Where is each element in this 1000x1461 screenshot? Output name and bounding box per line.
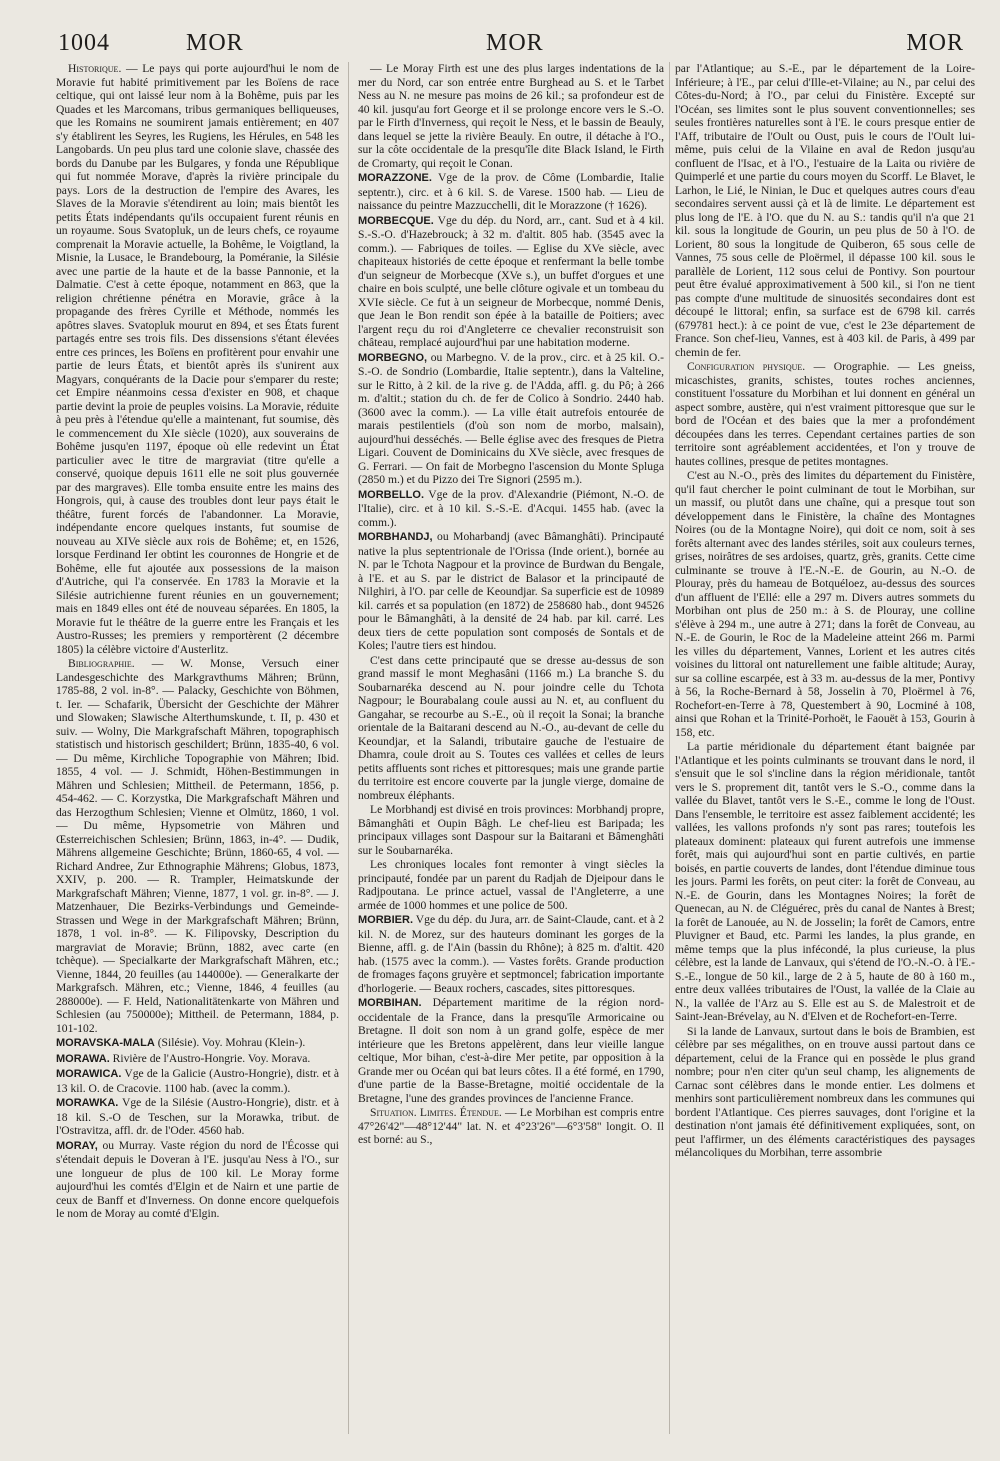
entry-text: Vge de la Galicie (Austro-Hongrie), distr. et à 13 kil. O. de Cracovie. 1100 hab. (avec la comm.). <box>56 1067 339 1095</box>
megaliths-paragraph: Si la lande de Lanvaux, surtout dans le bois de Brambien, est célèbre par ses mégalithes, on en trouve aussi partout dans ce département, celui de la France qui en possède le plus grand nombre; pour n'en citer qu'un seul champ, les alignements de Carnac sont célèbres dans le monde entier. Les dolmens et menhirs sont particulièrement nombreux dans les communes qui bordent l'Atlantique. Ces pierres sauvages, dont l'origine et la destination n'ont jamais été définitivement expliquées, sont, on peut l'affirmer, un des éléments caractéristiques des paysages mélancoliques du Morbihan, terre assombrie <box>675 1024 975 1159</box>
headword: MORAVSKA-MALA <box>56 1037 155 1049</box>
entry-text: ou Marbegno. V. de la prov., circ. et à 25 kil. O.-S.-O. de Sondrio (Lombardie, Italie septentr.), dans la Valteline, sur le Ritto, à 2 kil. de la rive g. de l'Adda, affl. g. du Pô; à 266 m. d'altit.; station du ch. de fer de Colico à Sondrio. 2440 hab. (3600 avec la comm.). — La ville était autrefois entourée de marais pestilentiels (d'où son nom de morbo, malsain), aujourd'hui desséchés. — Belle église avec des fresques de Pietra Ligari. Couvent de Dominicains du XVe siècle, avec fresques de G. Ferrari. — On fait de Morbegno l'ascension du Monte Spluga (2850 m.) et du Pizzo dei Tre Signori (2595 m.). <box>358 350 664 486</box>
entry-moravska-mala <box>56 1036 339 1051</box>
headword: MORAWA. <box>56 1052 110 1065</box>
entry-morbello <box>358 488 664 530</box>
entry-morazzone <box>358 171 664 213</box>
orography-paragraph: C'est au N.-O., près des limites du département du Finistère, qu'il faut chercher le point culminant de tout le Morbihan, sur un massif, ou plutôt dans une chaîne, qui a presque tout son développement dans le Finistère, la chaîne des Montagnes Noires (ou de la Montagne Noire), qui doit ce nom, soit à ses forêts alternant avec des landes stériles, soit aux couleurs ternes, grises, noirâtres de ses ardoises, quartz, grès, granits. Cette cime culminante se trouve à l'E.-N.-E. de Gourin, au N.-O. de Plouray, près du hameau de Botquéloez, au-dessus des sources d'un affluent de l'Ellé: elle a 297 m. Divers autres sommets du Morbihan ont plus de 250 m.: à S. de Plouray, une colline s'élève à 294 m., une autre à 271; dans la forêt de Conveau, au N.-E. de Gourin, le Roc de la Madeleine atteint 266 m. Parmi les villes du département, Vannes, Lorient et les autres cités voisines du littoral ont naturellement une faible altitude; Auray, sur sa colline escarpée, est à 33 m. au-dessus de la mer, Pontivy à 56, la Roche-Bernard à 58, Josselin à 70, Ploërmel à 76, Rochefort-en-Terre à 78, Questembert à 90, Locminé à 108, ainsi que Rohan et la Trinité-Porhoët, le Faouët à 153, Gourin à 158, etc. <box>675 469 975 739</box>
entry-morawa <box>56 1052 339 1067</box>
section-label: Bibliographie. <box>68 657 135 670</box>
entry-text: ou Moharbandj (avec Bâmanghâti). Principauté native la plus septentrionale de l'Orissa (Inde orient.), bornée au N. par le Tchota Nagpour et la province de Burdwan du Bengale, à l'E. et au S. par le district de Balasor et la principauté de Nilghiri, à l'O. par celle de Keoundjar. Sa superficie est de 10989 kil. carrés et sa population (en 1872) de 258680 hab., dont 94526 pour le Bâmanghâti, à la densité de 24 hab. par kil. carré. Les deux tiers de cette population sont composés de Sontals et de Koles; l'autre tiers est hindou. <box>358 530 664 652</box>
configuration-paragraph <box>675 360 975 468</box>
running-head-right: MOR <box>906 30 964 56</box>
headword: MORBECQUE. <box>358 214 434 227</box>
entry-text: Vge de la prov. de Côme (Lombardie, Italie septentr.), circ. et à 6 kil. S. de Varese. 1500 hab. — Lieu de naissance du peintre Mazzucchelli, dit le Morazzone († 1626). <box>358 171 664 212</box>
headword: MORAWKA. <box>56 1097 119 1109</box>
entry-morbihan <box>358 996 664 1105</box>
entry-text: Vge du dép. du Jura, arr. de Saint-Claude, cant. et à 2 kil. N. de Morez, sur des hauteurs dominant les gorges de la Bienne, affl. g. de l'Ain (bassin du Rhône); à 825 m. d'altit. 420 hab. (1575 avec la comm.). — Vastes forêts. Grande production de fromages façons gruyère et septmoncel; fabrication importante d'horlogerie. — Beaux rochers, cascades, sites pittoresques. <box>358 913 664 995</box>
bibliography-paragraph <box>56 657 339 1035</box>
entry-text: Département maritime de la région nord-occidentale de la France, dans la presqu'île Armoricaine ou Bretagne. Il doit son nom à un grand golfe, espèce de mer intérieure que les Bretons appelèrent, dans leur vieille langue celtique, Mor bihan, c'est-à-dire Mer petite, par opposition à la Grande mer ou Océan qui bat leurs côtes. Il a été formé, en 1790, d'une partie de la Basse-Bretagne, moitié occidentale de la Bretagne, l'une des grandes provinces de l'ancienne France. <box>358 996 664 1105</box>
relief-paragraph: La partie méridionale du département étant baignée par l'Atlantique et les points culminants se trouvant dans le nord, il s'ensuit que le sol s'incline dans la région méridionale, tantôt vers le S. proprement dit, tantôt vers le S.-O., comme dans la vallée du Blavet, tantôt vers le S.-E., comme le long de l'Oust. Dans l'ensemble, le territoire est assez faiblement accidenté; les vallées, les vallons profonds n'y sont pas rares; toutefois les plateaux dominent: plateaux qui furent autrefois une immense forêt, mais qui aujourd'hui sont en partie cultivés, en partie boisés, en partie couverts de landes, dont l'étendue diminue tous les jours. Parmi les forêts, on peut citer: la forêt de Conveau, au N.-E. de Gourin, dans les Montagnes Noires; la forêt de Quenecan, au N. de Cléguérec, près du canal de Nantes à Brest; la forêt de Lanouée, au N. de Josselin; la forêt de Camors, entre Pluvigner et Baud, etc. Parmi les landes, la plus grande, en même temps que la plus infécondé, la plus curieuse, la plus célèbre, est la lande de Lanvaux, qui s'étend de l'O.-N.-O. à l'E.-S.-E., longue de 50 kil., large de 2 à 5, haute de 80 à 160 m., entre deux vallées tributaires de l'Oust, la vallée de la Claie au N., la vallée de l'Arz au S. Elle est au S. de Malestroit et de Saint-Jean-Brévelay, au N. d'Elven et de Rochefort-en-Terre. <box>675 740 975 1023</box>
headword: MORBHANDJ, <box>358 531 433 543</box>
entry-morawka <box>56 1096 339 1138</box>
section-label: Situation. Limites. Étendue. <box>370 1106 502 1119</box>
running-head-left: MOR <box>186 30 244 56</box>
page-number: 1004 <box>58 30 110 56</box>
headword: MORAY, <box>56 1139 98 1152</box>
section-label: Configuration physique. <box>687 360 806 373</box>
entry-morbegno <box>358 351 664 487</box>
column-center <box>358 62 664 1434</box>
paragraph-text: — Le Morbihan est compris entre 47°26'42"—48°12'44" lat. N. et 4°23'26"—6°3'58" longit. O. Il est borné: au S., <box>358 1106 664 1146</box>
entry-text: Vge du dép. du Nord, arr., cant. Sud et à 4 kil. S.-S.-O. d'Hazebrouck; à 32 m. d'altit. 805 hab. (3545 avec la comm.). — Fabriques de toiles. — Eglise du XVe siècle, avec chapiteaux historiés de cette époque et renfermant la belle tombe d'un seigneur de Morbecque (XVe s.), un buffet d'orgues et une chaire en bois sculpté, une belle clôture ogivale et un tombeau du XVIe siècle. Ce fut à un seigneur de Morbecque, nommé Denis, que Jean le Bon rendit son épée à la bataille de Poitiers; avec l'argent reçu du roi d'Angleterre ce chevalier reconstruisit son château, remplacé aujourd'hui par une habitation moderne. <box>358 213 664 349</box>
entry-text: Rivière de l'Austro-Hongrie. Voy. Morava. <box>109 1051 311 1065</box>
column-left <box>56 62 339 1434</box>
section-label: Historique. <box>68 62 122 75</box>
entry-moray <box>56 1139 339 1221</box>
entry-morbecque <box>358 214 664 350</box>
paragraph-text: — Orographie. — Les gneiss, micaschistes, granits, schistes, toutes roches anciennes, constituent l'ossature du Morbihan et lui donnent en général un aspect sombre, austère, qui n'est vraiment pittoresque que sur le bord de l'Océan et des baies que la mer a profondément découpées dans les terres. Cependant certaines parties de son territoire sont agréablement accidentées, et l'on y trouve de hautes collines, presque de petites montagnes. <box>675 360 975 468</box>
column-right <box>675 62 975 1434</box>
paragraph-text: — W. Monse, Versuch einer Landesgeschichte des Markgravthums Mähren; Brünn, 1785-88, 2 vol. in-8°. — Palacky, Geschichte von Böhmen, t. Ier. — Schafarik, Übersicht der Geschichte der Mährer und Slowaken; Slawische Alterthumskunde, t. II, p. 430 et suiv. — Wolny, Die Markgrafschaft Mähren, topographisch statistisch und historisch geschildert; Brünn, 1835-40, 6 vol. — Du même, Kirchliche Topographie von Mähren; Ibid. 1855, 4 vol. — J. Schmidt, Höhen-Bestimmungen in Mähren und Schlesien; Mittheil. de Petermann, 1856, p. 454-462. — C. Korzystka, Die Markgrafschaft Mähren und das Herzogthum Schlesien; Vienne et Olmütz, 1860, 1 vol. — Du même, Hypsometrie von Mähren und Œsterreichischen Schlesien; Brünn, 1863, in-4°. — Dudik, Mährens allgemeine Geschichte; Brünn, 1860-65, 4 vol. — Richard Andree, Zur Ethnographie Mährens; Globus, 1873, XXIV, p. 200. — R. Trampler, Heimatskunde der Markgrafschaft Mähren; Vienne, 1877, 1 vol. gr. in-8°. — J. Matzenhauer, Die Bezirks-Verbindungs und Gemeinde-Strassen und Wege in der Markgrafschaft Mähren; Brünn, 1878, 1 vol. in-8°. — K. Filipovsky, Description du margraviat de Moravie; Brünn, 1882, avec carte (en tchèque). — Specialkarte der Markgrafschaft Mähren, etc.; Vienne, 1844, 20 feuilles (au 144000e). — Generalkarte der Markgrafsch. Mähren, etc.; Vienne, 1846, 4 feuilles (au 288000e). — F. Held, Nationalitätenkarte von Mähren und Schlesien (au 750000e); Mittheil. de Petermann, 1884, p. 101-102. <box>56 657 339 1035</box>
entry-morbhandj <box>358 530 664 653</box>
entry-morawica <box>56 1067 339 1095</box>
headword: MORBIER. <box>358 914 413 926</box>
column-rule <box>669 62 670 1434</box>
entry-text: Vge de la prov. d'Alexandrie (Piémont, N.-O. de l'Italie), circ. et à 10 kil. S.-S.-E. d'Acqui. 1455 hab. (avec la comm.). <box>358 487 664 529</box>
morbhandj-history-paragraph: Les chroniques locales font remonter à vingt siècles la principauté, fondée par un parent du Radjah de Djeipour dans le Radjpoutana. Le prince actuel, vassal de l'Angleterre, a une armée de 1000 hommes et une police de 500. <box>358 858 664 912</box>
running-head-center: MOR <box>486 30 544 56</box>
history-paragraph <box>56 62 339 656</box>
entry-text: ou Murray. Vaste région du nord de l'Écosse qui s'étendait depuis le Doveran à l'E. jusqu'au Ness à l'O., sur une longueur de plus de 100 kil. Le Moray forme aujourd'hui les comtés d'Elgin et de Nairn et une partie de ceux de Banff et d'Inverness. On donne encore quelquefois le nom de Moray au comté d'Elgin. <box>56 1138 339 1220</box>
entry-text: Vge de la Silésie (Austro-Hongrie), distr. et à 18 kil. S.-O de Teschen, sur la Morawka, tribut. de l'Ostravitza, affl. dr. de l'Oder. 4560 hab. <box>56 1096 339 1137</box>
headword: MORBIHAN. <box>358 997 422 1009</box>
headword: MORBEGNO, <box>358 351 428 364</box>
headword: MORBELLO. <box>358 488 424 501</box>
paragraph-text: — Le pays qui porte aujourd'hui le nom de Moravie fut habité primitivement par les Boïens de race celtique, qui ont laissé leur nom à la Bohême, puis par les Quades et les Marcomans, tribus germaniques belliqueuses, que les Romains ne soumirent jamais entièrement; en 407 s'y établirent les Seyres, les Rugiens, les Hérules, en 548 les Langobards. Un peu plus tard une colonie slave, chassée des bords du Danube par les Bulgares, y fonda une République qui fut nommée Morave, d'après la rivière principale du pays. Lors de la destruction de l'empire des Avares, les Slaves de la Moravie s'étendirent au loin; mais bientôt les petits États indépendants qu'ils occupaient furent réunis en un royaume. Sous Svatopluk, un de leurs chefs, ce royaume comprenait la Moravie actuelle, la Bohême, le Voigtland, la Misnie, la Lusace, le Brandebourg, la Poméranie, la Silésie avec une partie de la haute et de la basse Pannonie, et la Dalmatie. C'est à cette époque, notamment en 863, que la religion chrétienne pénétra en Moravie, grâce à la propagande des frères Cyrille et Méthode, nommés les apôtres slaves. Svatopluk mourut en 894, et ses États furent partagés entre ses trois fils. Des dissensions s'étant élevées entre ces princes, les Boïens en profitèrent pour envahir une partie de leurs États, et bientôt après ils s'unirent aux Magyars, conquérants de la Dacie pour s'emparer du reste; cet Empire néanmoins cessa d'exister en 908, et chaque partie devint la proie de peuples voisins. La Moravie, réduite à peu près à l'étendue qu'elle a maintenant, fut soumise, dès le commencement du XIe siècle (1020), aux souverains de Bohême jusqu'en 1197, époque où elle redevint un État particulier avec le titre de margraviat (titre qu'elle a conservé, quoique depuis 1611 elle ne soit plus gouvernée par des margraves). Elle tomba ensuite entre les mains des Hongrois, qui, à cause des troubles dont leur pays était le théâtre, furent forcés de l'abandonner. La Moravie, indépendante encore quelques instants, fut soumise de nouveau au XIVe siècle aux rois de Bohême; et, en 1526, lorsque Ferdinand Ier obtint les couronnes de Hongrie et de Bohême, elle fut ajoutée aux possessions de la maison d'Autriche, qui l'a conservée. En 1783 la Moravie et la Silésie autrichienne furent réunies en un gouvernement; mais en 1849 elles ont été de nouveau séparées. En 1805, la Moravie fut le théâtre de la guerre entre les Français et les Austro-Russes; les premiers y remportèrent (2 décembre 1805) la célèbre victoire d'Austerlitz. <box>56 62 339 656</box>
column-rule <box>348 62 349 1434</box>
headword: MORAZZONE. <box>358 172 432 184</box>
running-header <box>58 30 970 60</box>
morbhandj-provinces-paragraph: Le Morbhandj est divisé en trois provinces: Morbhandj propre, Bâmanghâti et Oupin Bâgh. Le chef-lieu est Baripada; les principaux villages sont Daspour sur la Baitarani et Bâmenghâti sur le Soubarnaréka. <box>358 803 664 857</box>
moray-firth-paragraph: — Le Moray Firth est une des plus larges indentations de la mer du Nord, car son entrée entre Burghead au S. et le Tarbet Ness au N. ne mesure pas moins de 26 kil.; sa profondeur est de 40 kil. jusqu'au fort George et il se prolonge encore vers le S.-O. par le Firth d'Inverness, qui reçoit le Ness, et le bassin de Beauly, dans lequel se jette la rivière Beauly. En outre, il détache à l'O., sur la côte occidentale de la presqu'île dite Black Island, le Firth de Cromarty, qui reçoit le Conan. <box>358 62 664 170</box>
limits-paragraph: par l'Atlantique; au S.-E., par le département de la Loire-Inférieure; à l'E., par celui d'Ille-et-Vilaine; au N., par celui des Côtes-du-Nord; à l'O., par celui du Finistère. Excepté sur l'Océan, ses limites sont le plus souvent conventionnelles; ses seules frontières naturelles sont à l'E. le cours presque entier de l'Aff, tributaire de l'Oult ou Oust, puis le cours de l'Oult lui-même, puis celui de la Vilaine en aval de Redon jusqu'au confluent de l'Isac, et à l'O., l'estuaire de la Laita ou rivière de Quimperlé et une partie du cours moyen du Scorff. Le Blavet, le Larhon, le Lié, le Ninian, le Duc et quelques autres cours d'eau secondaires servent aussi çà et là de limite. Le département est plus long de l'E. à l'O. que du N. au S.: tandis qu'il n'a que 21 kil. sous la longitude de Gourin, un peu plus de 50 à l'O. de Lorient, 80 sous la longitude de Quiberon, 65 sous celle de Vannes, 75 sous celle de Ploërmel, il dépasse 100 kil. sous le parallèle de Lorient, 112 sous celui de Pontivy. Son pourtour peut être évalué approximativement à 500 kil., si l'on ne tient pas compte d'une multitude de sinuosités secondaires dont est découpé le littoral; enfin, sa surface est de 6798 kil. carrés (679781 hect.): à ce point de vue, c'est le 23e département de France. Son chef-lieu, Vannes, est à 403 kil. de Paris, à 499 par chemin de fer. <box>675 62 975 359</box>
entry-text: (Silésie). Voy. Mohrau (Klein-). <box>154 1036 306 1049</box>
morbhandj-geography-paragraph: C'est dans cette principauté que se dresse au-dessus de son grand massif le mont Meghasâni (1166 m.) La branche S. du Soubarnaréka descend au N. pour joindre celle du Tchota Nagpour; le Bourabalang coule aussi au N. et, au confluent du Gangahar, se recourbe au S.-E., où il reçoit la Sonai; la branche orientale de la Baitarani descend au N.-O., au-devant de celle du Keoundjar, et la Salandi, tributaire gauche de l'estuaire de Dhamra, coule droit au S. Toutes ces vallées et celles de leurs petits affluents sont riches et pittoresques; mais une grande partie du territoire est encore couverte par la jungle vierge, domaine de nombreux éléphants. <box>358 653 664 802</box>
situation-paragraph <box>358 1106 664 1147</box>
entry-morbier <box>358 913 664 995</box>
headword: MORAWICA. <box>56 1068 122 1080</box>
